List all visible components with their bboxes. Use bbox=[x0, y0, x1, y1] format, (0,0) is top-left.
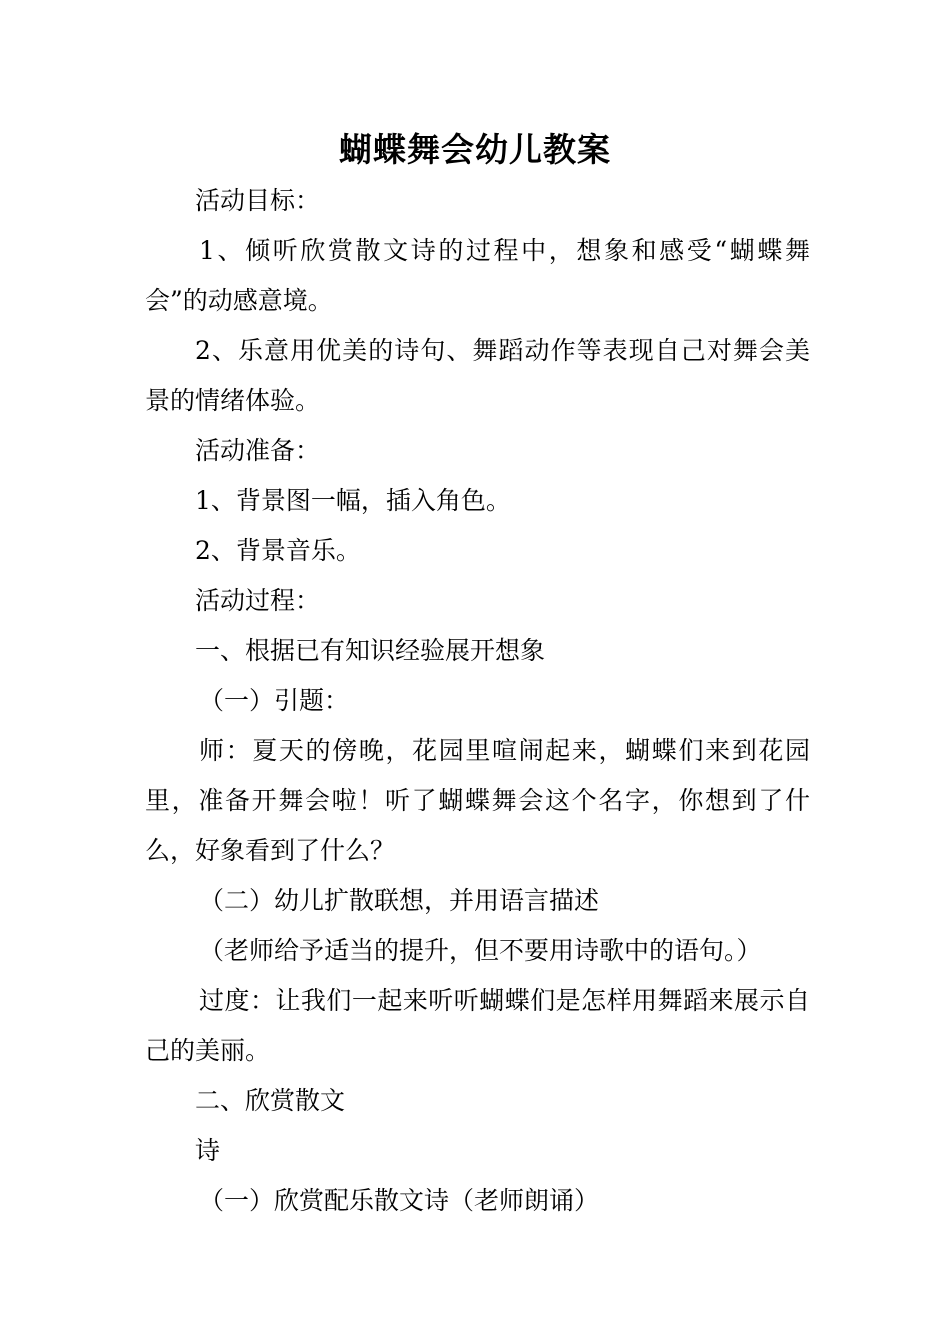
document-body bbox=[145, 176, 810, 1226]
paragraph-teacher-intro: 师：夏天的傍晚，花园里喧闹起来，蝴蝶们来到花园里，准备开舞会啦！听了蝴蝶舞会这个名字，你想到了什么，好象看到了什么？ bbox=[145, 736, 810, 865]
paragraph-step-1-1: （一）引题： bbox=[199, 686, 350, 715]
paragraph-preparation-2: 2、背景音乐。 bbox=[195, 536, 361, 565]
paragraph-step-2-cont: 诗 bbox=[195, 1136, 221, 1165]
paragraph-goal-1: 1、倾听欣赏散文诗的过程中，想象和感受“蝴蝶舞会”的动感意境。 bbox=[145, 236, 810, 315]
paragraph-step-1-2: （二）幼儿扩散联想，并用语言描述 bbox=[199, 886, 600, 915]
paragraph-teacher-note: （老师给予适当的提升，但不要用诗歌中的语句。） bbox=[199, 936, 762, 965]
section-heading-preparation: 活动准备： bbox=[195, 436, 321, 465]
section-heading-process: 活动过程： bbox=[195, 586, 321, 615]
document-title: 蝴蝶舞会幼儿教案 bbox=[339, 130, 611, 169]
paragraph-preparation-1: 1、背景图一幅，插入角色。 bbox=[195, 486, 511, 515]
paragraph-transition: 过度：让我们一起来听听蝴蝶们是怎样用舞蹈来展示自己的美丽。 bbox=[145, 986, 810, 1065]
section-heading-goals: 活动目标： bbox=[195, 186, 321, 215]
paragraph-step-2-1: （一）欣赏配乐散文诗（老师朗诵） bbox=[199, 1186, 600, 1215]
paragraph-goal-2: 2、乐意用优美的诗句、舞蹈动作等表现自己对舞会美景的情绪体验。 bbox=[145, 336, 810, 415]
paragraph-step-2: 二、欣赏散文 bbox=[195, 1086, 346, 1115]
paragraph-step-1: 一、根据已有知识经验展开想象 bbox=[195, 636, 546, 665]
